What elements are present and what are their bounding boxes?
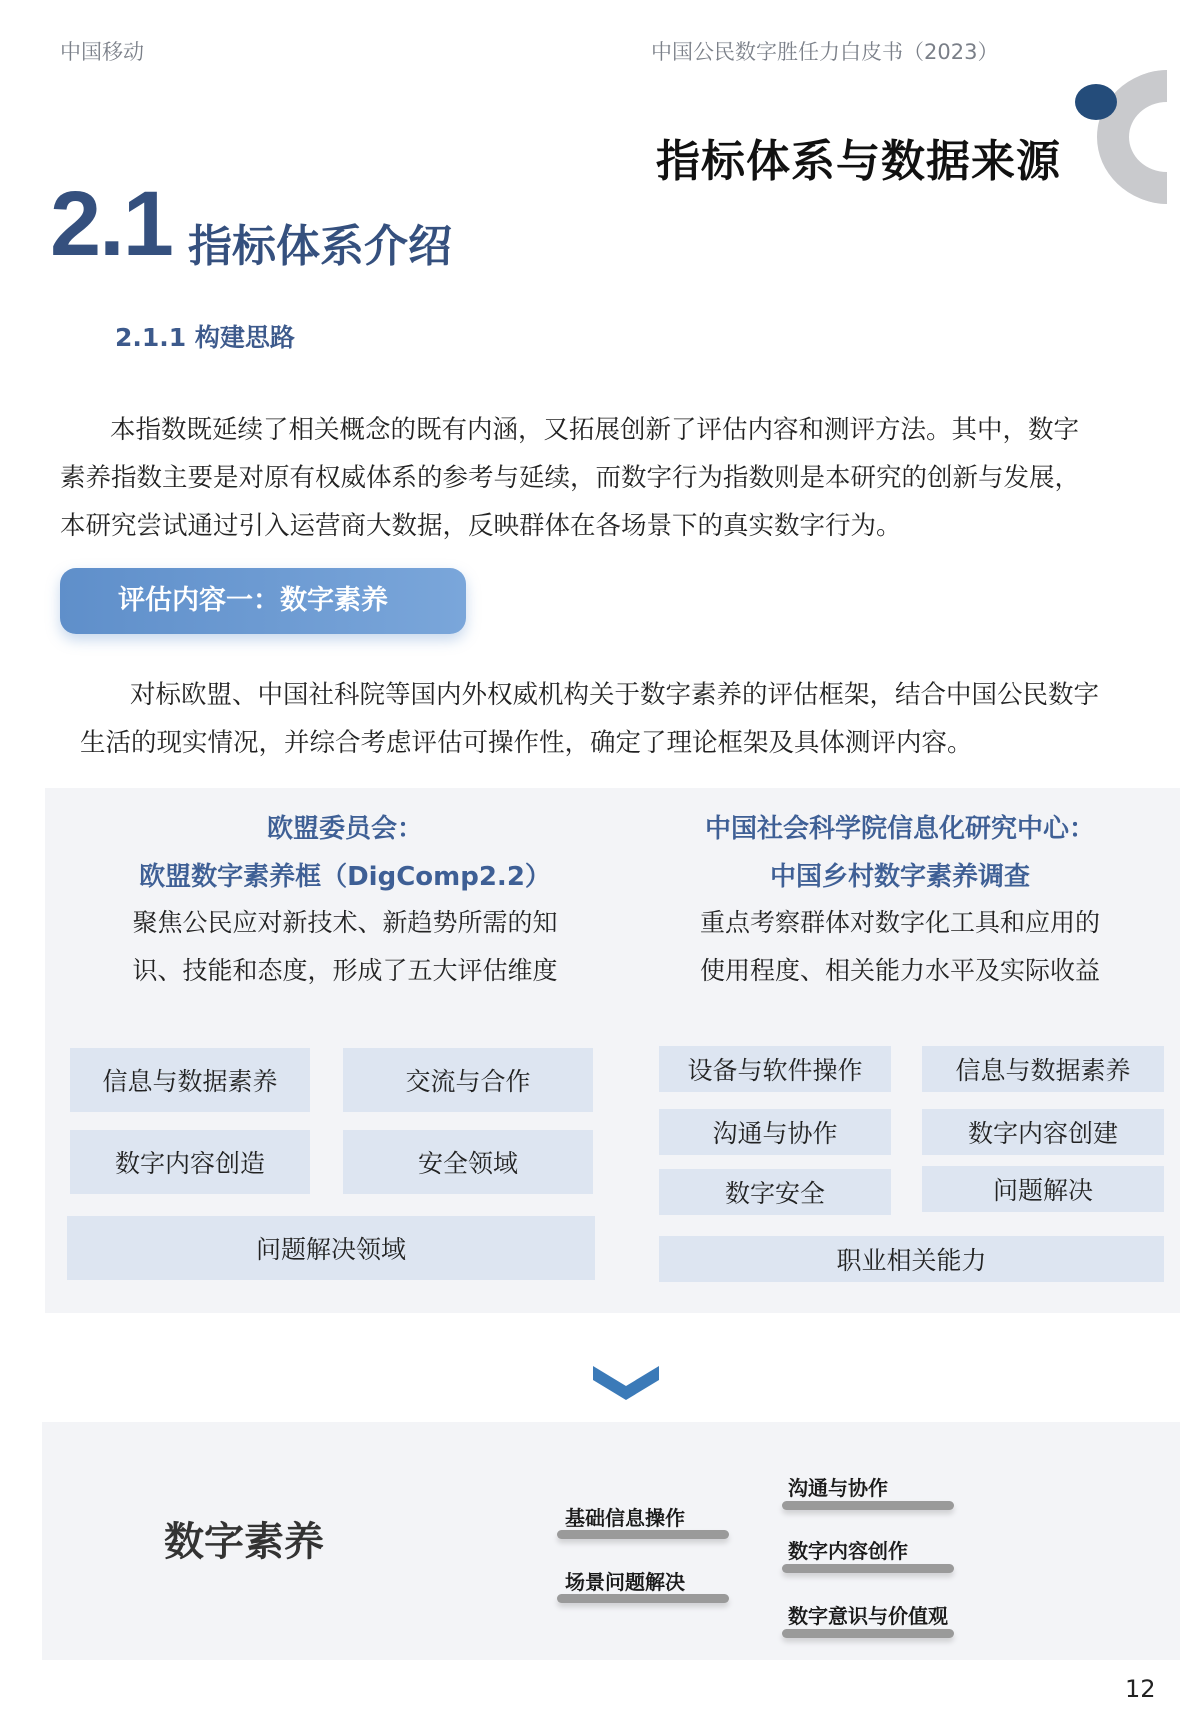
- framework-line-1: 对标欧盟、中国社科院等国内外权威机构关于数字素养的评估框架，结合中国公民数字: [130, 680, 1100, 710]
- header-brand: 中国移动: [60, 40, 144, 64]
- digital-literacy-label: 数字素养: [164, 1519, 324, 1565]
- right-framework-desc-1: 重点考察群体对数字化工具和应用的: [699, 908, 1100, 937]
- framework-comparison-panel: [45, 788, 1180, 1313]
- result-item-basic-info: 基础信息操作: [565, 1506, 685, 1530]
- right-item-problem-solving: 问题解决: [922, 1166, 1164, 1212]
- left-framework-desc-2: 识、技能和态度，形成了五大评估维度: [132, 956, 558, 985]
- right-item-content-creation: 数字内容创建: [922, 1109, 1164, 1155]
- right-item-communication: 沟通与协作: [659, 1109, 891, 1155]
- decoration-dot-icon: [1075, 84, 1117, 120]
- right-framework-title-2: 中国乡村数字素养调查: [769, 862, 1030, 892]
- left-item-communication: 交流与合作: [343, 1048, 593, 1112]
- section-title: 指标体系介绍: [188, 221, 452, 272]
- result-item-awareness-values: 数字意识与价值观: [788, 1604, 948, 1628]
- section-number: 2.1: [50, 173, 172, 275]
- result-bar: [557, 1530, 729, 1539]
- right-framework-desc-2: 使用程度、相关能力水平及实际收益: [699, 956, 1100, 985]
- right-item-career-ability: 职业相关能力: [659, 1236, 1164, 1282]
- intro-paragraph: [60, 406, 1150, 550]
- right-framework-title-1: 中国社会科学院信息化研究中心：: [704, 814, 1095, 844]
- left-item-content-creation: 数字内容创造: [70, 1130, 310, 1194]
- right-item-info-data: 信息与数据素养: [922, 1046, 1164, 1092]
- result-bar: [557, 1594, 729, 1603]
- framework-paragraph: [80, 671, 1170, 767]
- left-framework-title-2: 欧盟数字素养框（DigComp2.2）: [139, 862, 551, 892]
- result-item-communication: 沟通与协作: [788, 1476, 888, 1500]
- result-bar: [782, 1501, 954, 1510]
- result-item-scenario-problem: 场景问题解决: [565, 1570, 685, 1594]
- subsection-title: 2.1.1 构建思路: [115, 323, 295, 352]
- left-item-safety: 安全领域: [343, 1130, 593, 1194]
- chevron-down-icon: [591, 1360, 661, 1404]
- result-bar: [782, 1629, 954, 1638]
- left-framework-title-1: 欧盟委员会：: [266, 814, 423, 844]
- chapter-title: 指标体系与数据来源: [656, 136, 1061, 187]
- framework-line-2: 生活的现实情况，并综合考虑评估可操作性，确定了理论框架及具体测评内容。: [80, 728, 973, 758]
- intro-line-1: 本指数既延续了相关概念的既有内涵，又拓展创新了评估内容和测评方法。其中，数字: [110, 415, 1080, 445]
- header-doc-title: 中国公民数字胜任力白皮书（2023）: [651, 40, 999, 64]
- assessment-pill-heading: 评估内容一：数字素养: [60, 568, 466, 634]
- page-number: 12: [1125, 1675, 1156, 1703]
- intro-line-3: 本研究尝试通过引入运营商大数据，反映群体在各场景下的真实数字行为。: [60, 511, 902, 541]
- right-item-digital-security: 数字安全: [659, 1169, 891, 1215]
- left-item-problem-solving: 问题解决领域: [67, 1216, 595, 1280]
- left-framework-desc-1: 聚焦公民应对新技术、新趋势所需的知: [132, 908, 558, 937]
- result-item-content-creation: 数字内容创作: [788, 1539, 908, 1563]
- right-item-device-software: 设备与软件操作: [659, 1046, 891, 1092]
- left-item-info-data: 信息与数据素养: [70, 1048, 310, 1112]
- intro-line-2: 素养指数主要是对原有权威体系的参考与延续，而数字行为指数则是本研究的创新与发展，: [60, 463, 1081, 493]
- result-bar: [782, 1564, 954, 1573]
